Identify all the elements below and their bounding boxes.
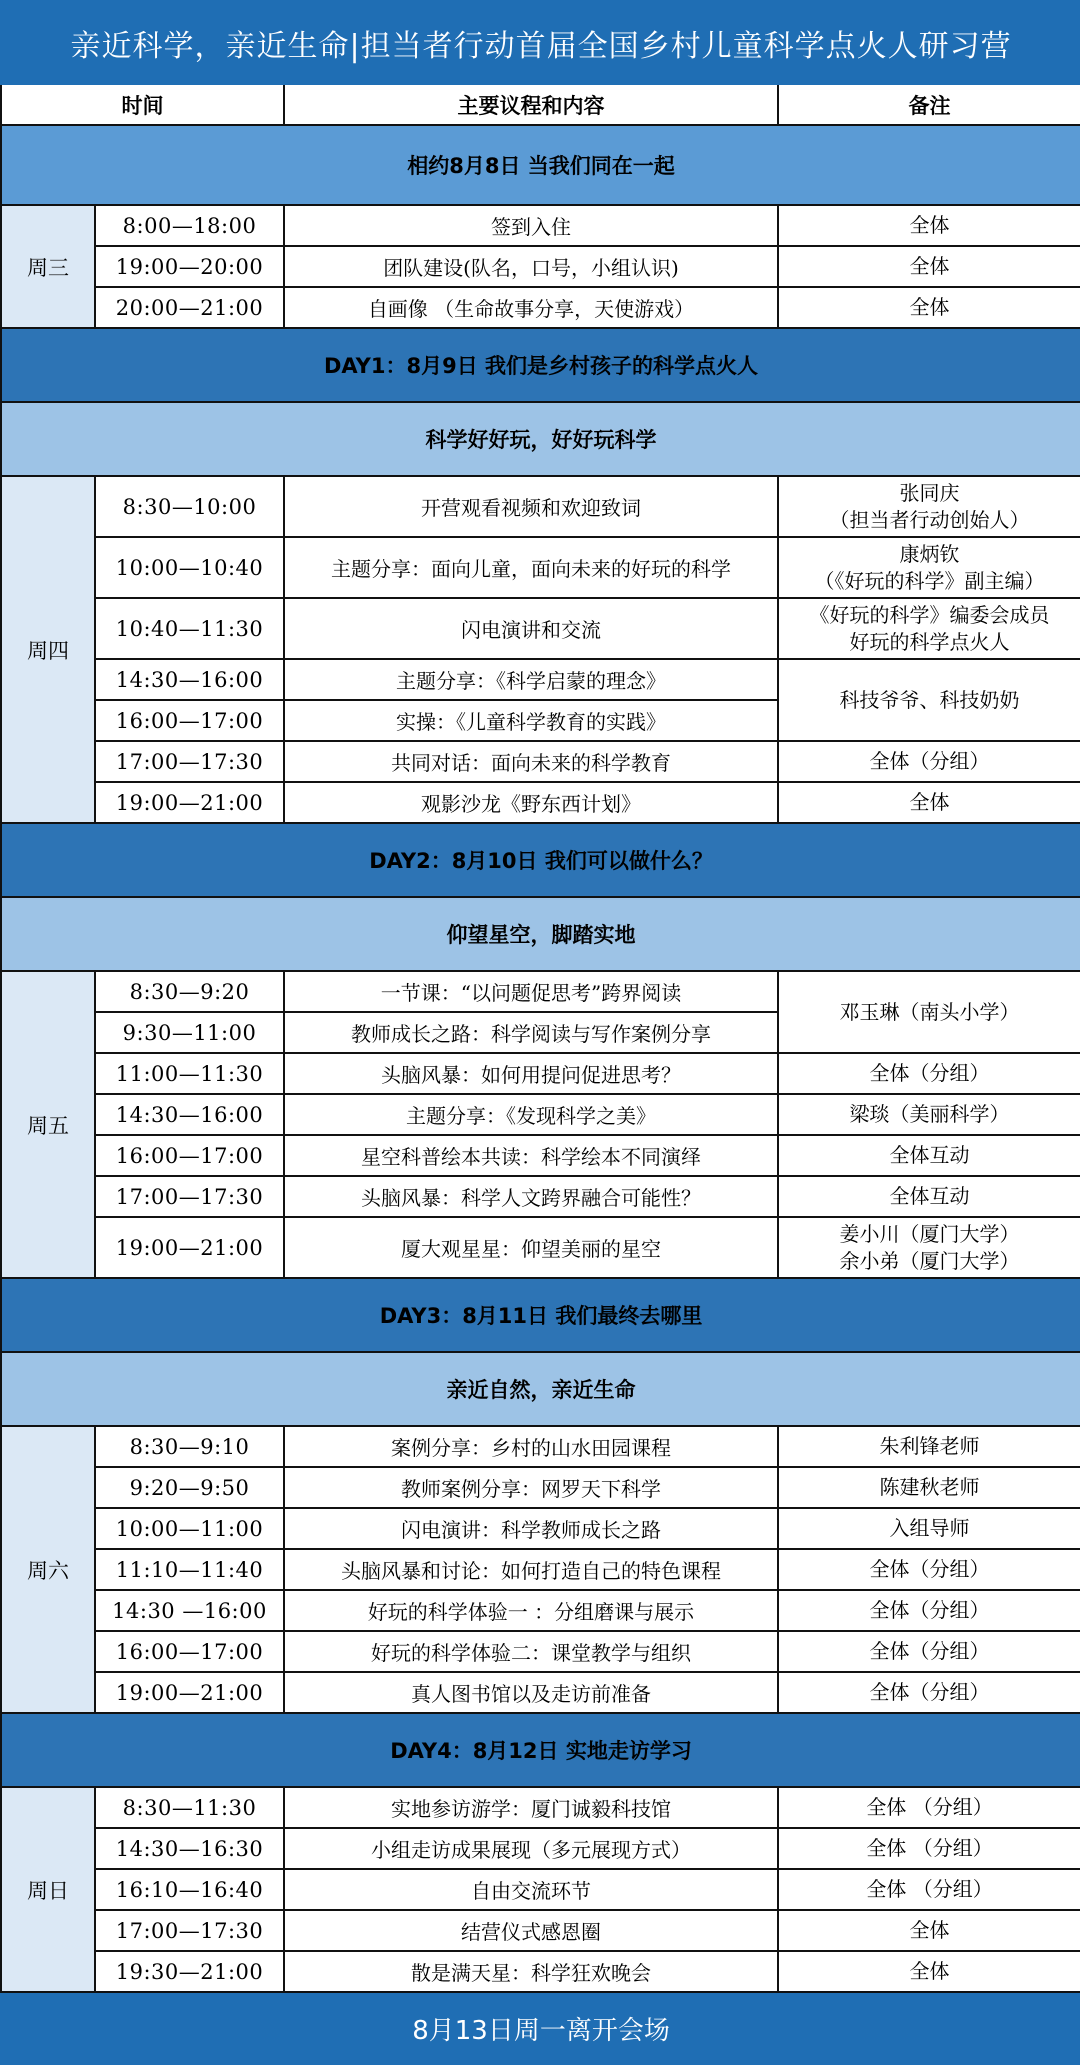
day3-theme: 亲近自然，亲近生命: [1, 1352, 1080, 1426]
content-cell: 案例分享：乡村的山水田园课程: [284, 1426, 778, 1467]
time-cell: 8:30—9:20: [95, 971, 284, 1012]
time-cell: 10:00—10:40: [95, 537, 284, 598]
note-cell: 全体 （分组）: [778, 1869, 1080, 1910]
content-cell: 实操：《儿童科学教育的实践》: [284, 700, 778, 741]
day1-theme: 科学好好玩，好好玩科学: [1, 402, 1080, 476]
time-cell: 10:40—11:30: [95, 598, 284, 659]
note-cell: [778, 598, 1080, 659]
content-cell: 开营观看视频和欢迎致词: [284, 476, 778, 537]
header-content: 主要议程和内容: [284, 84, 778, 125]
day2-band: DAY2：8月10日 我们可以做什么？: [1, 823, 1080, 897]
content-cell: 教师案例分享：网罗天下科学: [284, 1467, 778, 1508]
time-cell: 11:10—11:40: [95, 1549, 284, 1590]
content-cell: 团队建设(队名，口号，小组认识): [284, 246, 778, 287]
content-cell: 结营仪式感恩圈: [284, 1910, 778, 1951]
time-cell: 14:30—16:30: [95, 1828, 284, 1869]
time-cell: 10:00—11:00: [95, 1508, 284, 1549]
content-cell: 散是满天星：科学狂欢晚会: [284, 1951, 778, 1992]
time-cell: 8:00—18:00: [95, 205, 284, 246]
content-cell: 主题分享：面向儿童，面向未来的好玩的科学: [284, 537, 778, 598]
time-cell: 19:00—21:00: [95, 1217, 284, 1278]
time-cell: 16:00—17:00: [95, 1135, 284, 1176]
header-time: 时间: [1, 84, 284, 125]
note-cell: 全体: [778, 1910, 1080, 1951]
day-label-fri: 周五: [1, 971, 95, 1278]
note-line: （担当者行动创始人）: [829, 507, 1030, 532]
day-label-sun: 周日: [1, 1787, 95, 1992]
note-cell: 全体（分组）: [778, 1549, 1080, 1590]
content-cell: 共同对话：面向未来的科学教育: [284, 741, 778, 782]
day-label-sat: 周六: [1, 1426, 95, 1713]
time-cell: 16:10—16:40: [95, 1869, 284, 1910]
content-cell: 头脑风暴和讨论：如何打造自己的特色课程: [284, 1549, 778, 1590]
note-cell: [778, 1217, 1080, 1278]
note-line: 张同庆: [899, 480, 960, 505]
content-cell: 闪电演讲：科学教师成长之路: [284, 1508, 778, 1549]
note-cell: 全体（分组）: [778, 1631, 1080, 1672]
time-cell: 17:00—17:30: [95, 1910, 284, 1951]
time-cell: 9:30—11:00: [95, 1012, 284, 1053]
note-cell: 梁琰（美丽科学）: [778, 1094, 1080, 1135]
note-cell: [778, 476, 1080, 537]
note-cell: 全体 （分组）: [778, 1828, 1080, 1869]
note-cell: 全体（分组）: [778, 1672, 1080, 1713]
time-cell: 14:30—16:00: [95, 1094, 284, 1135]
note-cell: 朱利锋老师: [778, 1426, 1080, 1467]
time-cell: 17:00—17:30: [95, 741, 284, 782]
content-cell: 头脑风暴：如何用提问促进思考？: [284, 1053, 778, 1094]
time-cell: 19:00—20:00: [95, 246, 284, 287]
time-cell: 14:30—16:00: [95, 659, 284, 700]
day-label-wed: 周三: [1, 205, 95, 328]
note-line: 余小弟（厦门大学）: [839, 1248, 1020, 1273]
note-line: 《好玩的科学》编委会成员: [809, 602, 1050, 627]
content-cell: 闪电演讲和交流: [284, 598, 778, 659]
note-cell: 陈建秋老师: [778, 1467, 1080, 1508]
content-cell: 主题分享：《科学启蒙的理念》: [284, 659, 778, 700]
footer-banner: 8月13日周一离开会场: [1, 1992, 1080, 2064]
note-cell: 全体: [778, 1951, 1080, 1992]
note-cell: 全体互动: [778, 1135, 1080, 1176]
time-cell: 19:30—21:00: [95, 1951, 284, 1992]
note-cell: [778, 537, 1080, 598]
note-line: 康炳钦: [899, 541, 960, 566]
content-cell: 小组走访成果展现（多元展现方式）: [284, 1828, 778, 1869]
intro-band: 相约8月8日 当我们同在一起: [1, 125, 1080, 205]
note-cell: 邓玉琳（南头小学）: [778, 971, 1080, 1053]
time-cell: 16:00—17:00: [95, 1631, 284, 1672]
note-cell: 全体: [778, 287, 1080, 328]
day4-band: DAY4：8月12日 实地走访学习: [1, 1713, 1080, 1787]
note-cell: 全体: [778, 782, 1080, 823]
content-cell: 好玩的科学体验二：课堂教学与组织: [284, 1631, 778, 1672]
content-cell: 观影沙龙《野东西计划》: [284, 782, 778, 823]
note-cell: 科技爷爷、科技奶奶: [778, 659, 1080, 741]
time-cell: 20:00—21:00: [95, 287, 284, 328]
content-cell: 主题分享：《发现科学之美》: [284, 1094, 778, 1135]
content-cell: 厦大观星星：仰望美丽的星空: [284, 1217, 778, 1278]
time-cell: 16:00—17:00: [95, 700, 284, 741]
content-cell: 好玩的科学体验一 ：分组磨课与展示: [284, 1590, 778, 1631]
content-cell: 自由交流环节: [284, 1869, 778, 1910]
note-cell: 全体（分组）: [778, 1053, 1080, 1094]
content-cell: 真人图书馆以及走访前准备: [284, 1672, 778, 1713]
time-cell: 19:00—21:00: [95, 1672, 284, 1713]
time-cell: 17:00—17:30: [95, 1176, 284, 1217]
time-cell: 8:30—9:10: [95, 1426, 284, 1467]
content-cell: 实地参访游学：厦门诚毅科技馆: [284, 1787, 778, 1828]
content-cell: 星空科普绘本共读：科学绘本不同演绎: [284, 1135, 778, 1176]
day-label-thu: 周四: [1, 476, 95, 823]
day1-band: DAY1：8月9日 我们是乡村孩子的科学点火人: [1, 328, 1080, 402]
time-cell: 19:00—21:00: [95, 782, 284, 823]
note-cell: 全体互动: [778, 1176, 1080, 1217]
note-cell: 全体: [778, 205, 1080, 246]
day2-theme: 仰望星空，脚踏实地: [1, 897, 1080, 971]
note-cell: 全体（分组）: [778, 741, 1080, 782]
time-cell: 8:30—10:00: [95, 476, 284, 537]
content-cell: 签到入住: [284, 205, 778, 246]
header-note: 备注: [778, 84, 1080, 125]
note-cell: 全体: [778, 246, 1080, 287]
page-title: 亲近科学，亲近生命|担当者行动首届全国乡村儿童科学点火人研习营: [1, 1, 1080, 84]
content-cell: 教师成长之路：科学阅读与写作案例分享: [284, 1012, 778, 1053]
content-cell: 自画像 （生命故事分享，天使游戏）: [284, 287, 778, 328]
note-line: 好玩的科学点火人: [849, 629, 1010, 654]
note-cell: 入组导师: [778, 1508, 1080, 1549]
time-cell: 8:30—11:30: [95, 1787, 284, 1828]
content-cell: 头脑风暴：科学人文跨界融合可能性？: [284, 1176, 778, 1217]
note-cell: 全体 （分组）: [778, 1787, 1080, 1828]
time-cell: 14:30 —16:00: [95, 1590, 284, 1631]
note-line: （《好玩的科学》副主编）: [814, 568, 1045, 593]
note-line: 姜小川（厦门大学）: [839, 1221, 1020, 1246]
content-cell: 一节课：“以问题促思考”跨界阅读: [284, 971, 778, 1012]
time-cell: 9:20—9:50: [95, 1467, 284, 1508]
note-cell: 全体（分组）: [778, 1590, 1080, 1631]
time-cell: 11:00—11:30: [95, 1053, 284, 1094]
day3-band: DAY3：8月11日 我们最终去哪里: [1, 1278, 1080, 1352]
